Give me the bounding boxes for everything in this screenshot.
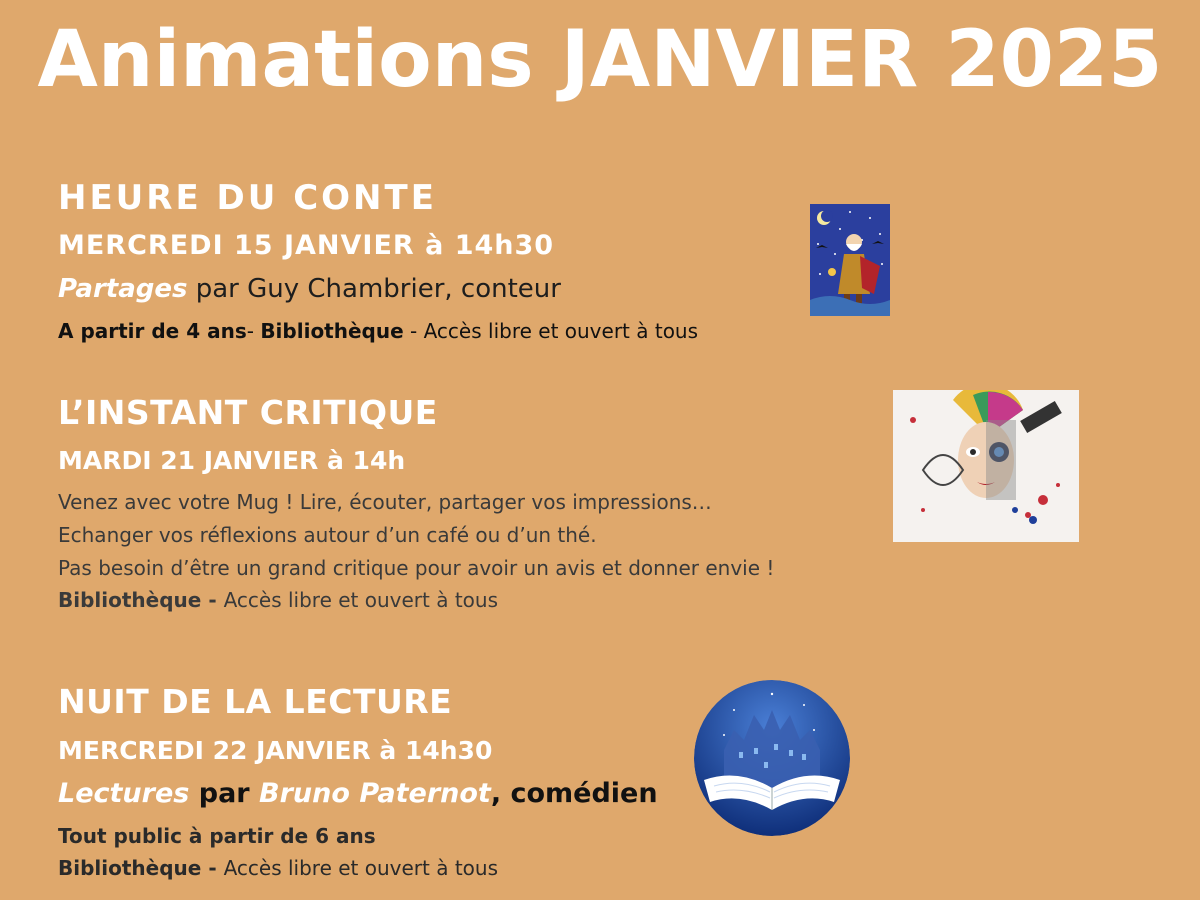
- event1-place: Bibliothèque: [260, 319, 404, 343]
- page-title: Animations JANVIER 2025: [37, 15, 1163, 105]
- event1-subtitle: [58, 274, 561, 304]
- event1-access: - Accès libre et ouvert à tous: [403, 319, 699, 343]
- event1-date: MERCREDI 15 JANVIER à 14h30: [58, 230, 555, 261]
- event2-image: [893, 390, 1079, 542]
- event3-subtitle: [58, 778, 658, 809]
- event2-access: Accès libre et ouvert à tous: [223, 588, 499, 612]
- event3-info: [58, 856, 498, 880]
- event1-subtitle-rest: par Guy Chambrier, conteur: [187, 274, 561, 304]
- event3-subtitle-mid: par: [189, 778, 260, 809]
- event1-subtitle-italic: Partages: [58, 274, 188, 304]
- event2-date: MARDI 21 JANVIER à 14h: [58, 446, 406, 475]
- event3-date: MERCREDI 22 JANVIER à 14h30: [58, 736, 493, 765]
- event3-subtitle-italic-1: Lectures: [58, 778, 190, 809]
- event3-subtitle-rest: , comédien: [490, 778, 658, 809]
- event3-subtitle-italic-2: Bruno Paternot: [259, 778, 491, 809]
- event3-audience: Tout public à partir de 6 ans: [58, 824, 376, 848]
- event2-place: Bibliothèque -: [58, 588, 224, 612]
- event1-age: A partir de 4 ans: [58, 319, 247, 343]
- event2-info: [58, 588, 498, 612]
- event2-name: L’INSTANT CRITIQUE: [58, 393, 438, 432]
- event2-desc-line-2: Echanger vos réflexions autour d’un café ou d’un thé.: [58, 523, 597, 547]
- event3-name: NUIT DE LA LECTURE: [58, 682, 453, 721]
- event3-place: Bibliothèque -: [58, 856, 224, 880]
- event2-desc-line-3: Pas besoin d’être un grand critique pour avoir un avis et donner envie !: [58, 556, 775, 580]
- event1-name: HEURE DU CONTE: [58, 178, 437, 218]
- event1-image: [810, 204, 890, 316]
- event2-desc-line-1: Venez avec votre Mug ! Lire, écouter, partager vos impressions…: [58, 490, 712, 514]
- event1-info-sep: -: [246, 319, 261, 343]
- event3-access: Accès libre et ouvert à tous: [223, 856, 499, 880]
- event1-info: [58, 319, 698, 343]
- event3-image: [694, 680, 850, 836]
